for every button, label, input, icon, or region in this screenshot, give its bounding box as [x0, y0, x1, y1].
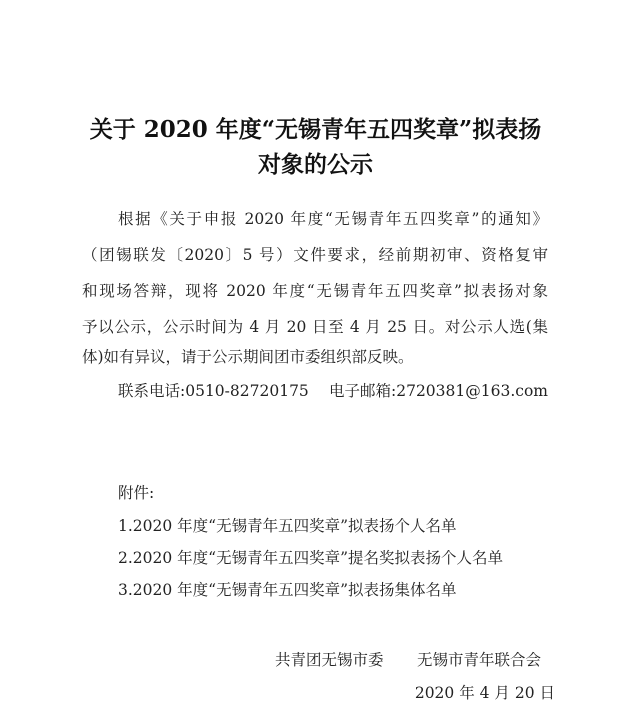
document-title-line-1: 关于 2020 年度“无锡青年五四奖章”拟表扬: [89, 116, 542, 143]
body-paragraph-line: （团锡联发〔2020〕5 号）文件要求，经前期初审、资格复审: [82, 246, 548, 264]
attachments-heading: 附件:: [118, 484, 155, 502]
body-paragraph-line: 体)如有异议，请于公示期间团市委组织部反映。: [82, 348, 414, 366]
signature-date: 2020 年 4 月 20 日: [414, 684, 555, 702]
signature-org-youth-federation: 无锡市青年联合会: [417, 651, 542, 669]
attachment-item: 2.2020 年度“无锡青年五四奖章”提名奖拟表扬个人名单: [118, 549, 504, 567]
contact-phone: 联系电话:0510-82720175: [118, 382, 309, 400]
attachment-item: 1.2020 年度“无锡青年五四奖章”拟表扬个人名单: [118, 517, 457, 535]
attachment-item: 3.2020 年度“无锡青年五四奖章”拟表扬集体名单: [118, 581, 457, 599]
body-paragraph-line: 和现场答辩，现将 2020 年度“无锡青年五四奖章”拟表扬对象: [82, 282, 548, 300]
signature-org-league: 共青团无锡市委: [275, 651, 384, 669]
contact-email: 电子邮箱:2720381@163.com: [329, 382, 548, 400]
body-paragraph-line: 根据《关于申报 2020 年度“无锡青年五四奖章”的通知》: [118, 210, 548, 228]
body-paragraph-line: 予以公示，公示时间为 4 月 20 日至 4 月 25 日。对公示人选(集: [82, 318, 548, 336]
document-title-line-2: 对象的公示: [258, 151, 373, 178]
